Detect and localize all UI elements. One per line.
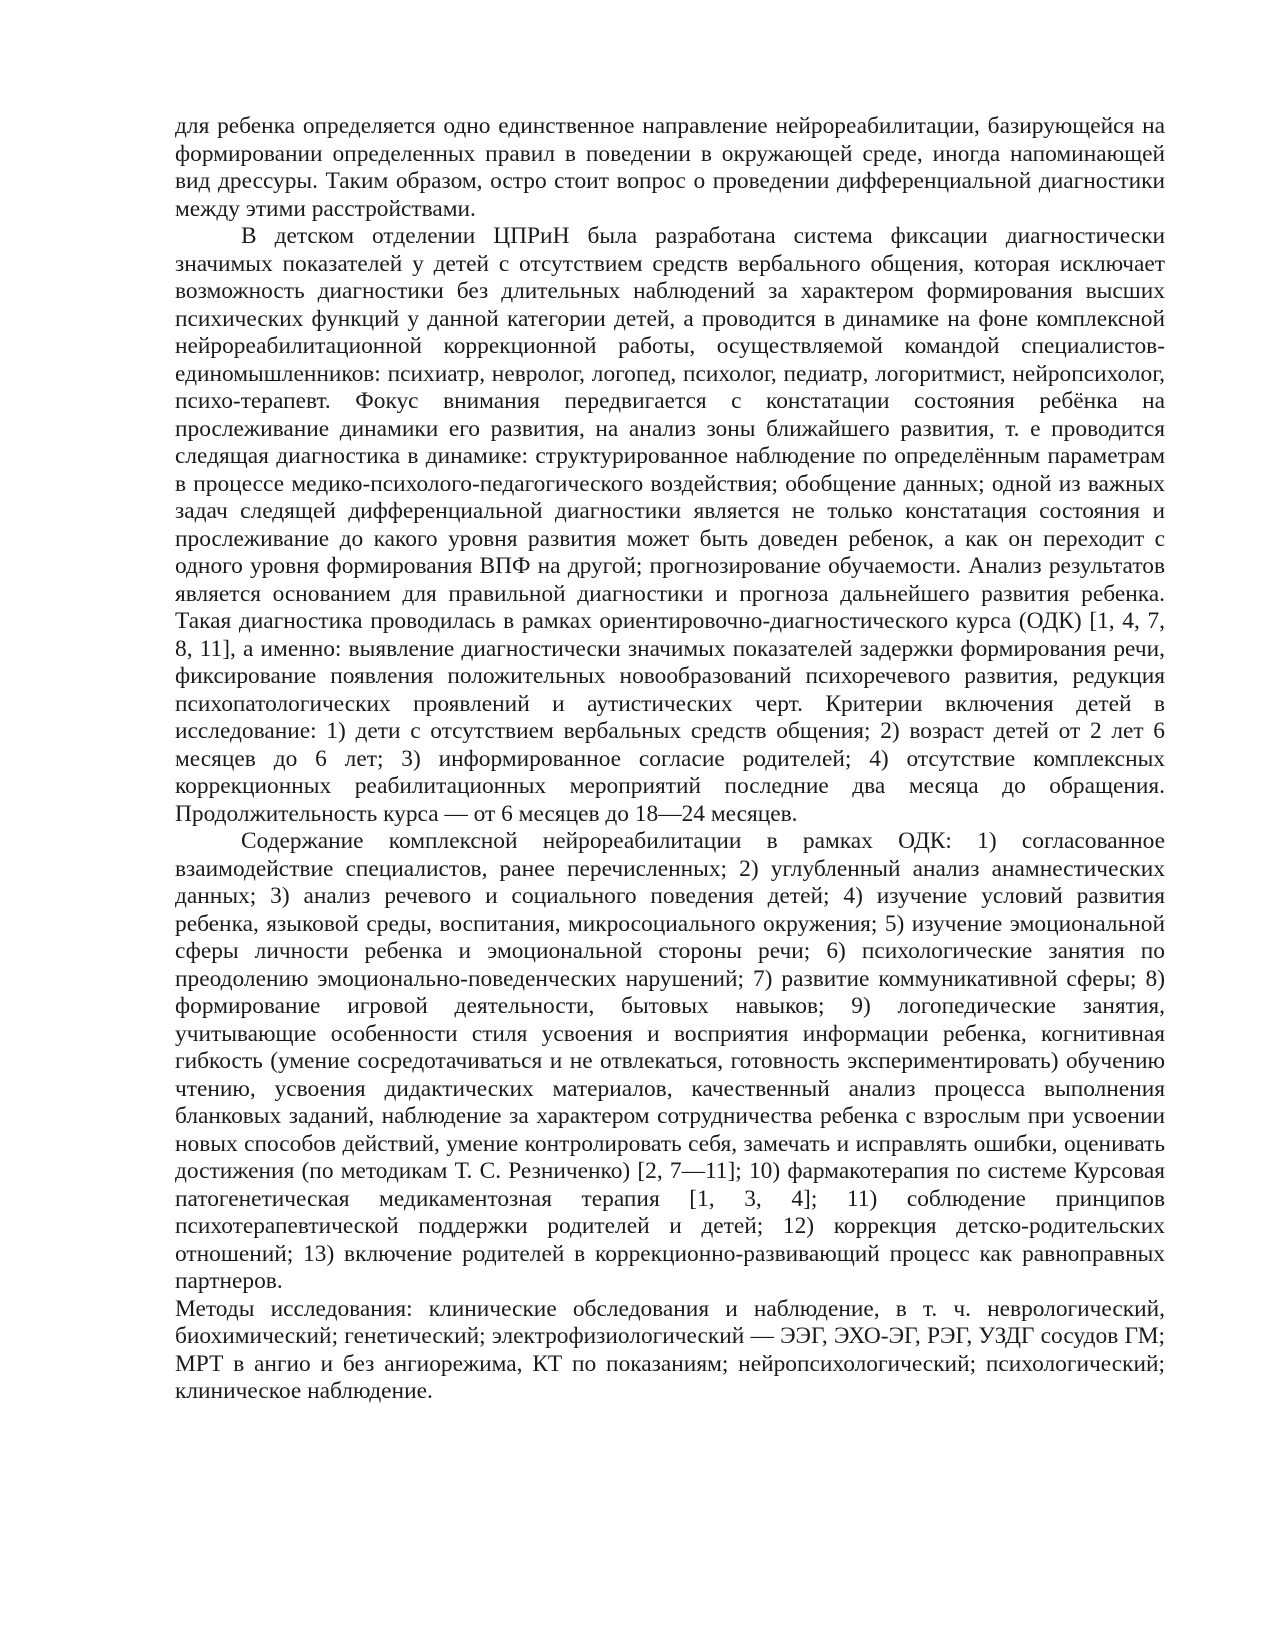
paragraph-research-methods: Методы исследования: клинические обследования и наблюдение, в т. ч. неврологический, биохимический; генетический; электрофизиологический — ЭЭГ, ЭХО-ЭГ, РЭГ, УЗДГ сосудов ГМ; МРТ в ангио и без ангиорежима, КТ по показаниям; нейропсихологический; психологический; клиническое наблюдение.: [175, 1295, 1165, 1404]
paragraph-diagnostic-system: В детском отделении ЦПРиН была разработана система фиксации диагностически значимых показателей у детей с отсутствием средств вербального общения, которая исключает возможность диагностики без длительных наблюдений за характером формирования высших психических функций у данной категории детей, а проводится в динамике на фоне комплексной нейрореабилитационной коррекционной работы, осуществляемой командой специалистов-единомышленников: психиатр, невролог, логопед, психолог, педиатр, логоритмист, нейропсихолог, психо-терапевт. Фокус внимания передвигается с констатации состояния ребёнка на прослеживание динамики его развития, на анализ зоны ближайшего развития, т. е проводится следящая диагностика в динамике: структурированное наблюдение по определённым параметрам в процессе медико-психолого-педагогического воздействия; обобщение данных; одной из важных задач следящей дифференциальной диагностики является не только констатация состояния и прослеживание до какого уровня развития может быть доведен ребенок, а как он переходит с одного уровня формирования ВПФ на другой; прогнозирование обучаемости. Анализ результатов является основанием для правильной диагностики и прогноза дальнейшего развития ребенка. Такая диагностика проводилась в рамках ориентировочно-диагностического курса (ОДК) [1, 4, 7, 8, 11], а именно: выявление диагностически значимых показателей задержки формирования речи, фиксирование появления положительных новообразований психоречевого развития, редукция психопатологических проявлений и аутистических черт. Критерии включения детей в исследование: 1) дети с отсутствием вербальных средств общения; 2) возраст детей от 2 лет 6 месяцев до 6 лет; 3) информированное согласие родителей; 4) отсутствие комплексных коррекционных реабилитационных мероприятий последние два месяца до обращения. Продолжительность курса — от 6 месяцев до 18—24 месяцев.: [175, 223, 1165, 827]
body-text: [175, 113, 1165, 1406]
paragraph-continuation: для ребенка определяется одно единственное направление нейрореабилитации, базирующейся на формировании определенных правил в поведении в окружающей среде, иногда напоминающей вид дрессуры. Таким образом, остро стоит вопрос о проведении дифференциальной диагностики между этими расстройствами.: [175, 113, 1165, 222]
paragraph-rehabilitation-content: Содержание комплексной нейрореабилитации в рамках ОДК: 1) согласованное взаимодействие специалистов, ранее перечисленных; 2) углубленный анализ анамнестических данных; 3) анализ речевого и социального поведения детей; 4) изучение условий развития ребенка, языковой среды, воспитания, микросоциального окружения; 5) изучение эмоциональной сферы личности ребенка и эмоциональной стороны речи; 6) психологические занятия по преодолению эмоционально-поведенческих нарушений; 7) развитие коммуникативной сферы; 8) формирование игровой деятельности, бытовых навыков; 9) логопедические занятия, учитывающие особенности стиля усвоения и восприятия информации ребенка, когнитивная гибкость (умение сосредотачиваться и не отвлекаться, готовность экспериментировать) обучению чтению, усвоения дидактических материалов, качественный анализ процесса выполнения бланковых заданий, наблюдение за характером сотрудничества ребенка с взрослым при усвоении новых способов действий, умение контролировать себя, замечать и исправлять ошибки, оценивать достижения (по методикам Т. С. Резниченко) [2, 7—11]; 10) фармакотерапия по системе Курсовая патогенетическая медикаментозная терапия [1, 3, 4]; 11) соблюдение принципов психотерапевтической поддержки родителей и детей; 12) коррекция детско-родительских отношений; 13) включение родителей в коррекционно-развивающий процесс как равноправных партнеров.: [175, 828, 1165, 1294]
